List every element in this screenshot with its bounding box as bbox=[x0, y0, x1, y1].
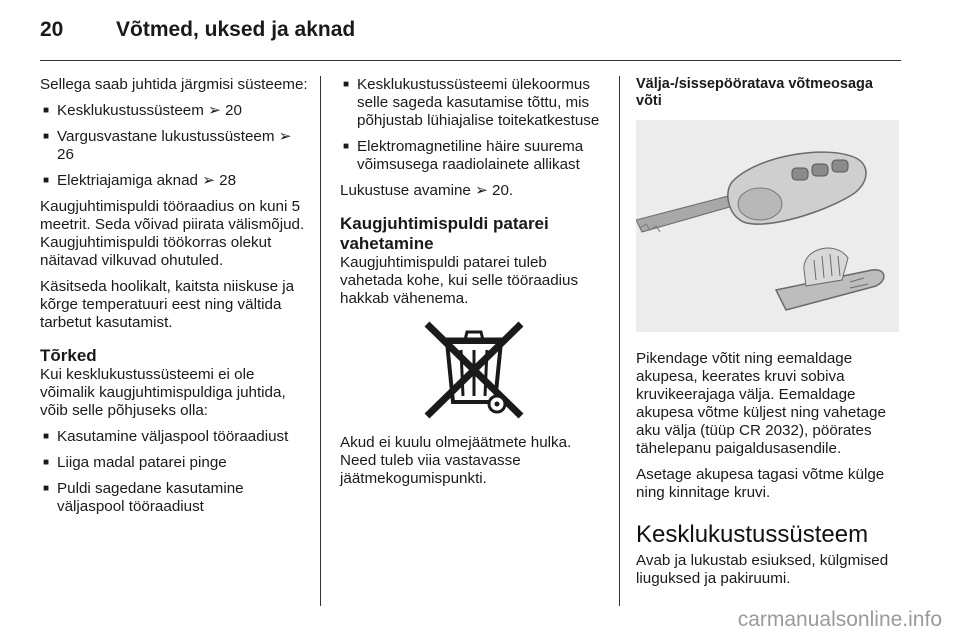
controlled-systems-list bbox=[40, 102, 308, 190]
list-item: ■ Liiga madal patarei pinge bbox=[40, 454, 308, 472]
list-item: ■ Elektriajamiga aknad ➢ 28 bbox=[40, 172, 308, 190]
central-locking-paragraph: Avab ja lukustab esiuksed, külgmised liuguksed ja pakiruumi. bbox=[636, 552, 889, 587]
list-item: ■ Elektromagnetiline häire suurema võimsusega raadiolainete allikast bbox=[340, 138, 608, 174]
page-number: 20 bbox=[40, 18, 64, 41]
fault-causes-list-cont bbox=[340, 76, 608, 174]
list-item: ■ Puldi sagedane kasutamine väljaspool tööraadiust bbox=[40, 480, 308, 516]
refit-paragraph: Asetage akupesa tagasi võtme külge ning kinnitage kruvi. bbox=[636, 466, 885, 501]
page-title: Võtmed, uksed ja aknad bbox=[116, 18, 356, 41]
watermark: carmanualsonline.info bbox=[737, 608, 942, 631]
faults-paragraph: Kui kesklukustussüsteemi ei ole võimalik kaugjuhtimispuldiga juhtida, võib selle põhjuseks olla: bbox=[40, 366, 286, 419]
fault-causes-list bbox=[40, 428, 308, 516]
crossed-out-wheelie-bin-icon bbox=[421, 320, 527, 420]
column-2 bbox=[340, 76, 608, 496]
column-divider-1 bbox=[320, 76, 321, 606]
central-locking-heading: Kesklukustussüsteem bbox=[636, 521, 869, 548]
flip-key-illustration bbox=[636, 120, 899, 332]
replace-battery-paragraph: Pikendage võtit ning eemaldage akupesa, keerates kruvi sobiva kruvikeerajaga välja. Eemaldage akupesa võtme küljest ning vahetage aku välja (tüüp CR 2032), pöörates tähelepanu paigaldusasendile. bbox=[636, 350, 886, 457]
range-paragraph: Kaugjuhtimispuldi tööraadius on kuni 5 meetrit. Seda võivad piirata välismõjud. Kaugjuhtimispuldi töökorras olekut näitavad vilkuvad ohutuled. bbox=[40, 198, 305, 269]
list-item: ■ Kesklukustussüsteemi ülekoormus selle sageda kasutamise tõttu, mis põhjustab lühiajalise toitekatkestuse bbox=[340, 76, 608, 130]
header-rule bbox=[40, 60, 901, 61]
unlock-reference: Lukustuse avamine ➢ 20. bbox=[340, 182, 514, 199]
battery-heading: Kaugjuhtimispuldi patarei vahetamine bbox=[340, 214, 549, 253]
column-divider-2 bbox=[619, 76, 620, 606]
battery-paragraph: Kaugjuhtimispuldi patarei tuleb vahetada kohe, kui selle tööraadius hakkab vähenema. bbox=[340, 254, 579, 307]
care-paragraph: Käsitseda hoolikalt, kaitsta niiskuse ja kõrge temperatuuri eest ning vältida tarbetut kasutamist. bbox=[40, 278, 295, 331]
recycling-symbol bbox=[340, 320, 608, 420]
column-3 bbox=[636, 76, 902, 596]
column-1 bbox=[40, 76, 308, 524]
intro-text: Sellega saab juhtida järgmisi süsteeme: bbox=[40, 76, 308, 93]
page-header bbox=[40, 18, 355, 50]
flip-key-heading: Välja-/sissepööratava võtmeosaga võti bbox=[636, 76, 873, 109]
faults-heading: Tõrked bbox=[40, 346, 97, 365]
key-illustration-icon bbox=[636, 120, 899, 332]
list-item: ■ Kasutamine väljaspool tööraadiust bbox=[40, 428, 308, 446]
list-item: ■ Vargusvastane lukustussüsteem ➢ 26 bbox=[40, 128, 308, 164]
list-item: ■ Kesklukustussüsteem ➢ 20 bbox=[40, 102, 308, 120]
disposal-paragraph: Akud ei kuulu olmejäätmete hulka. Need tuleb viia vastavasse jäätmekogumispunkti. bbox=[340, 434, 572, 487]
